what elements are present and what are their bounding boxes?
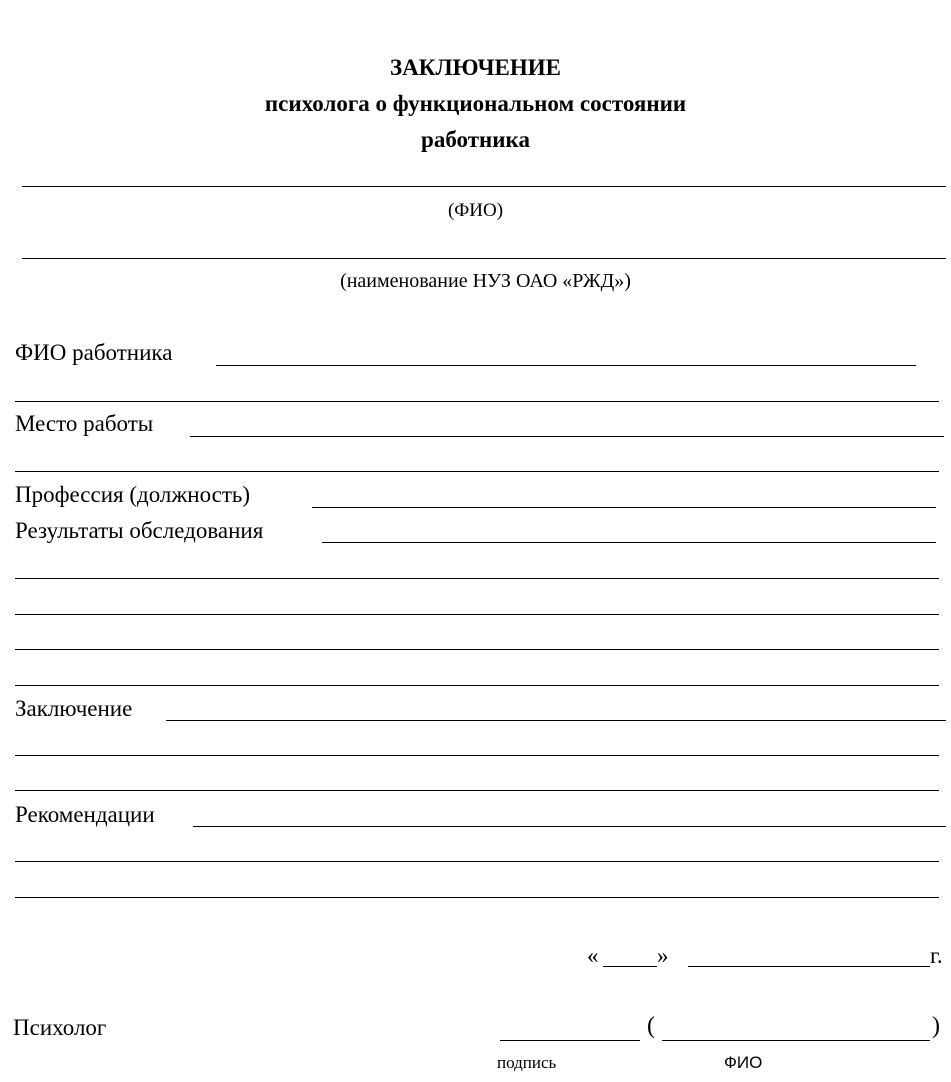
- date-year-suffix: г.: [930, 943, 943, 968]
- recommendations-label: Рекомендации: [15, 802, 155, 827]
- signature-caption: подпись: [497, 1053, 557, 1072]
- results-label: Результаты обследования: [15, 518, 264, 543]
- fio-caption: (ФИО): [447, 200, 504, 221]
- results-line-3[interactable]: [15, 614, 939, 615]
- date-month-year-line[interactable]: [688, 966, 930, 967]
- results-line-4[interactable]: [15, 649, 939, 650]
- results-line-2[interactable]: [15, 578, 939, 579]
- organization-caption: (наименование НУЗ ОАО «РЖД»): [340, 270, 631, 292]
- document-title: ЗАКЛЮЧЕНИЕ: [390, 55, 561, 80]
- employee-name-line-extra[interactable]: [15, 401, 939, 402]
- results-line[interactable]: [322, 542, 936, 543]
- organization-name-line[interactable]: [22, 258, 946, 259]
- conclusion-line[interactable]: [166, 720, 946, 721]
- employee-name-label: ФИО работника: [15, 340, 173, 365]
- profession-line[interactable]: [312, 507, 936, 508]
- workplace-line-extra[interactable]: [15, 471, 939, 472]
- signature-open-paren: (: [647, 1013, 655, 1039]
- workplace-line[interactable]: [190, 436, 944, 437]
- document-subtitle-second-line: работника: [421, 127, 530, 152]
- name-caption: ФИО: [724, 1053, 763, 1072]
- workplace-label: Место работы: [15, 411, 154, 436]
- recommendations-line[interactable]: [193, 826, 946, 827]
- psychologist-name-line[interactable]: [22, 186, 946, 187]
- conclusion-line-3[interactable]: [15, 790, 939, 791]
- document-subtitle: психолога о функциональном состоянии: [264, 91, 687, 116]
- results-line-5[interactable]: [15, 685, 939, 686]
- signature-line[interactable]: [500, 1040, 640, 1041]
- conclusion-line-2[interactable]: [15, 755, 939, 756]
- date-close-quote: »: [657, 943, 669, 968]
- date-day-line[interactable]: [603, 966, 657, 967]
- conclusion-label: Заключение: [15, 696, 133, 721]
- recommendations-line-3[interactable]: [15, 897, 939, 898]
- signature-close-paren: ): [932, 1013, 940, 1039]
- employee-name-line[interactable]: [216, 365, 916, 366]
- recommendations-line-2[interactable]: [15, 861, 939, 862]
- date-open-quote: «: [587, 943, 599, 968]
- profession-label: Профессия (должность): [15, 482, 251, 507]
- psychologist-role-label: Психолог: [13, 1015, 107, 1040]
- signature-name-line[interactable]: [662, 1040, 930, 1041]
